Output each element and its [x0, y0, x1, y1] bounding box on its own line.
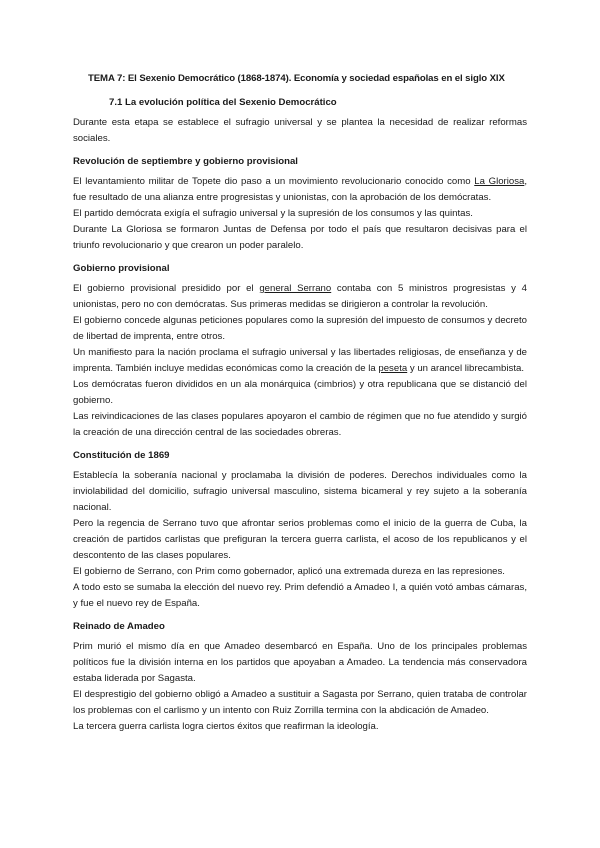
link-general-serrano[interactable]: general Serrano — [259, 283, 332, 294]
reinado-paragraph-1: Prim murió el mismo día en que Amadeo desembarcó en España. Uno de los principales problemas políticos fue la división interna en los partidos que apoyaban a Amadeo. La tendencia más conservadora estaba liderada por Sagasta. — [73, 641, 527, 684]
revolucion-paragraph-1 — [73, 174, 527, 206]
gobierno-paragraph-4: Los demócratas fueron divididos en un ala monárquica (cimbrios) y otra republicana que se distanció del gobierno. — [73, 379, 527, 406]
revolucion-paragraph-2: El partido demócrata exigía el sufragio universal y la supresión de los consumos y las quintas. — [73, 208, 473, 219]
revolucion-paragraph-3: Durante La Gloriosa se formaron Juntas de Defensa por todo el país que resultaron decisivas para el triunfo revolucionario y que crearon un poder paralelo. — [73, 224, 527, 251]
text-span: contaba con 5 ministros progresistas y 4 unionistas, pero no con demócratas. Sus primeras medidas se dirigieron a controlar la revolución. — [73, 283, 527, 310]
section-subtitle: 7.1 La evolución política del Sexenio Democrático — [109, 97, 337, 108]
text-span: El gobierno provisional presidido por el — [73, 283, 260, 294]
constitucion-paragraph-2: Pero la regencia de Serrano tuvo que afrontar serios problemas como el inicio de la guerra de Cuba, la creación de partidos carlistas que prefiguran la tercera guerra carlista, el acoso de los republicanos y el descontento de las clases populares. — [73, 518, 527, 561]
reinado-paragraph-3: La tercera guerra carlista logra ciertos éxitos que reafirman la ideología. — [73, 721, 379, 732]
document-body — [73, 115, 527, 735]
gobierno-paragraph-5: Las reivindicaciones de las clases populares apoyaron el cambio de régimen que no fue atendido y surgió la creación de una dirección central de las sociedades obreras. — [73, 411, 527, 438]
intro-paragraph: Durante esta etapa se establece el sufragio universal y se plantea la necesidad de realizar reformas sociales. — [73, 117, 527, 144]
gobierno-paragraph-3 — [73, 345, 527, 377]
reinado-paragraph-2: El desprestigio del gobierno obligó a Amadeo a sustituir a Sagasta por Serrano, quien trataba de controlar los problemas con el carlismo y un intento con Ruiz Zorrilla termina con la abdicación de Amadeo. — [73, 689, 527, 716]
link-la-gloriosa[interactable]: La Gloriosa — [474, 176, 525, 187]
text-span: El levantamiento militar de Topete dio paso a un movimiento revolucionario conocido como — [73, 176, 475, 187]
document-title: TEMA 7: El Sexenio Democrático (1868-1874). Economía y sociedad españolas en el siglo XIX — [88, 73, 505, 84]
text-span: y un arancel librecambista. — [407, 363, 524, 374]
link-peseta[interactable]: peseta — [378, 363, 408, 374]
text-span: Un manifiesto para la nación proclama el sufragio universal y las libertades religiosas, de enseñanza y de imprenta. También incluye medidas económicas como la creación de la — [73, 347, 527, 374]
heading-reinado-amadeo: Reinado de Amadeo — [73, 621, 165, 632]
constitucion-paragraph-4: A todo esto se sumaba la elección del nuevo rey. Prim defendió a Amadeo I, a quién votó ambas cámaras, y fue el nuevo rey de España. — [73, 582, 527, 609]
gobierno-paragraph-1 — [73, 281, 527, 313]
gobierno-paragraph-2: El gobierno concede algunas peticiones populares como la supresión del impuesto de consumos y decreto de libertad de imprenta, entre otros. — [73, 315, 527, 342]
constitucion-paragraph-1: Establecía la soberanía nacional y proclamaba la división de poderes. Derechos individuales como la inviolabilidad del domicilio, sufragio universal masculino, sistema bicameral y rey sujeto a la soberanía nacional. — [73, 470, 527, 513]
heading-revolucion: Revolución de septiembre y gobierno provisional — [73, 156, 298, 167]
constitucion-paragraph-3: El gobierno de Serrano, con Prim como gobernador, aplicó una extremada dureza en las represiones. — [73, 566, 505, 577]
heading-constitucion: Constitución de 1869 — [73, 450, 170, 461]
text-span: , fue resultado de una alianza entre progresistas y unionistas, con la aprobación de los demócratas. — [73, 176, 527, 203]
heading-gobierno-provisional: Gobierno provisional — [73, 263, 170, 274]
